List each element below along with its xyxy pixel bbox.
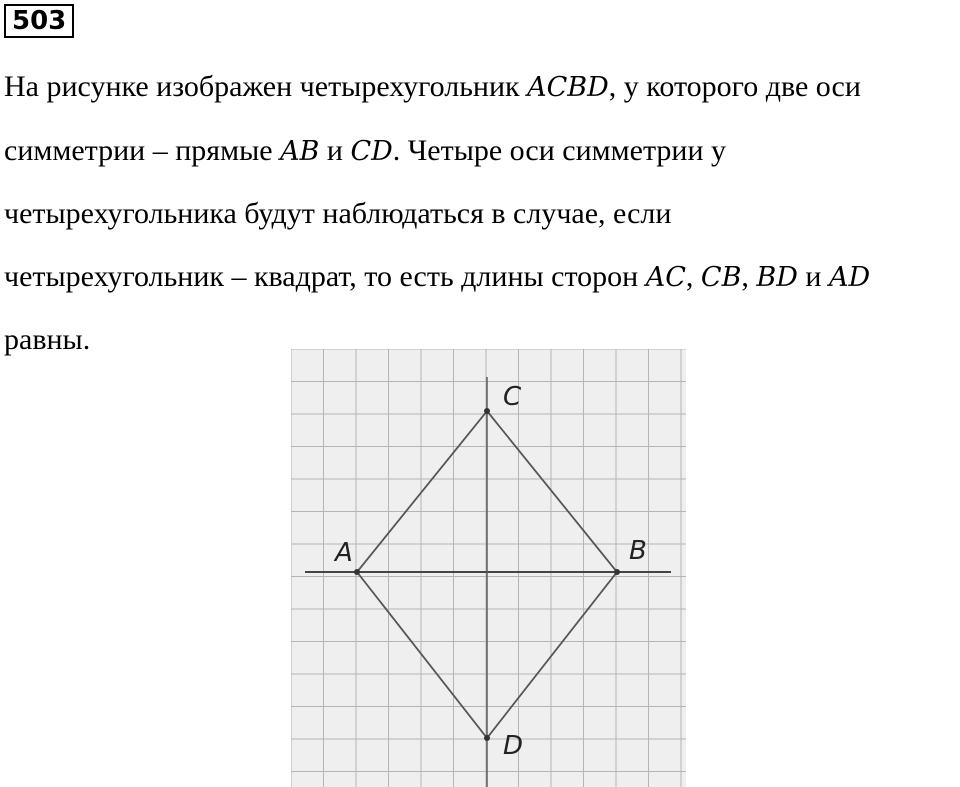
point-b <box>614 569 620 575</box>
problem-number: 503 <box>4 4 74 38</box>
rhombus-figure <box>291 349 686 787</box>
paper-background <box>291 349 686 787</box>
text-line-3: четырехугольника будут наблюдаться в случае, если <box>4 197 672 230</box>
text-line-5: равны. <box>4 323 91 356</box>
label-b: B <box>629 536 647 566</box>
text-line-1: На рисунке изображен четырехугольник ACBD, у которого две оси <box>4 70 861 103</box>
text-line-2: симметрии – прямые AB и CD. Четыре оси симметрии у <box>4 133 727 167</box>
point-d <box>484 735 490 741</box>
solution-text <box>4 56 960 372</box>
point-a <box>354 569 360 575</box>
point-c <box>484 408 490 414</box>
text-line-4: четырехугольник – квадрат, то есть длины сторон AC, CB, BD и AD <box>4 259 871 293</box>
label-a: A <box>335 538 353 568</box>
label-d: D <box>503 731 524 761</box>
graph-paper-drawing <box>291 349 686 787</box>
label-c: C <box>503 382 522 412</box>
